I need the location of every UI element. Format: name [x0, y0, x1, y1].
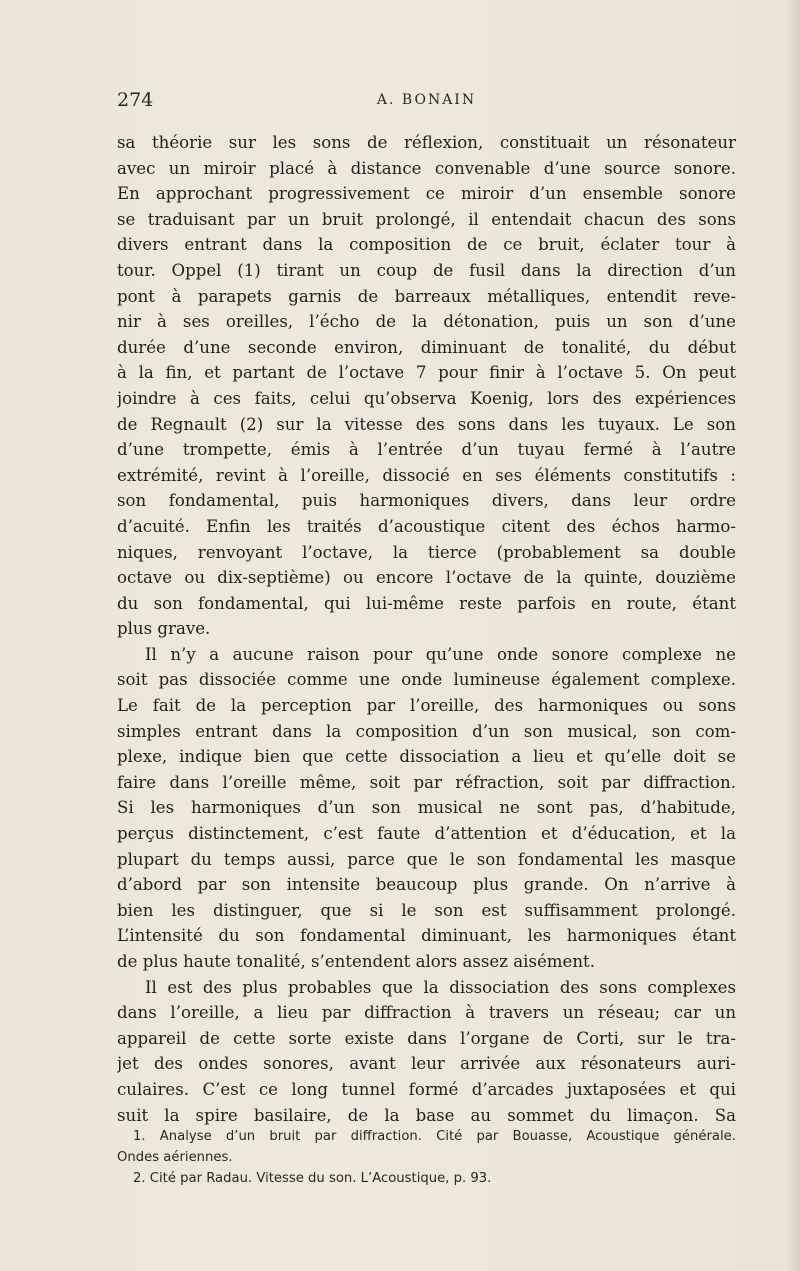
- footnote-1-line-2: Ondes aériennes.: [117, 1150, 233, 1165]
- text-line: plexe, indique bien que cette dissociation a lieu et qu’elle doit se: [117, 747, 736, 767]
- footnotes: [117, 1126, 736, 1189]
- text-line: pont à parapets garnis de barreaux métalliques, entendit reve-: [117, 286, 736, 306]
- text-line: perçus distinctement, c’est faute d’attention et d’éducation, et la: [117, 824, 736, 844]
- text-line: divers entrant dans la composition de ce bruit, éclater tour à: [117, 235, 736, 255]
- text-line: joindre à ces faits, celui qu’observa Koenig, lors des expériences: [117, 388, 736, 408]
- footnote-2-line-1: 2. Cité par Radau. Vitesse du son. L’Acoustique, p. 93.: [133, 1171, 492, 1186]
- text-line: plupart du temps aussi, parce que le son fondamental les masque: [117, 849, 736, 869]
- text-line: simples entrant dans la composition d’un son musical, son com-: [117, 721, 736, 741]
- running-head: A. BONAIN: [376, 92, 477, 108]
- text-line: à la fin, et partant de l’octave 7 pour finir à l’octave 5. On peut: [117, 363, 736, 383]
- text-line: Il est des plus probables que la dissociation des sons complexes: [145, 977, 736, 997]
- text-line: suit la spire basilaire, de la base au sommet du limaçon. Sa: [117, 1105, 736, 1125]
- text-line: culaires. C’est ce long tunnel formé d’arcades juxtaposées et qui: [117, 1079, 736, 1099]
- text-line: Si les harmoniques d’un son musical ne sont pas, d’habitude,: [117, 798, 736, 818]
- text-line: d’une trompette, émis à l’entrée d’un tuyau fermé à l’autre: [117, 440, 736, 460]
- text-line: d’abord par son intensite beaucoup plus grande. On n’arrive à: [117, 875, 736, 895]
- text-line: se traduisant par un bruit prolongé, il entendait chacun des sons: [117, 209, 736, 229]
- text-line: Il n’y a aucune raison pour qu’une onde sonore complexe ne: [145, 644, 736, 664]
- text-line: Le fait de la perception par l’oreille, des harmoniques ou sons: [117, 696, 736, 716]
- text-line: faire dans l’oreille même, soit par réfraction, soit par diffraction.: [117, 772, 736, 792]
- text-line: tour. Oppel (1) tirant un coup de fusil dans la direction d’un: [117, 260, 736, 280]
- text-line: de Regnault (2) sur la vitesse des sons dans les tuyaux. Le son: [117, 414, 736, 434]
- text-line: appareil de cette sorte existe dans l’organe de Corti, sur le tra-: [117, 1028, 736, 1048]
- text-line: extrémité, revint à l’oreille, dissocié en ses éléments constitutifs :: [117, 465, 736, 485]
- text-line: En approchant progressivement ce miroir d’un ensemble sonore: [117, 184, 736, 204]
- text-line: octave ou dix-septième) ou encore l’octave de la quinte, douzième: [117, 568, 736, 588]
- text-line: bien les distinguer, que si le son est suffisamment prolongé.: [117, 900, 736, 920]
- footnote-1-line-1: 1. Analyse d’un bruit par diffraction. Cité par Bouasse, Acoustique générale.: [133, 1129, 736, 1144]
- text-line: niques, renvoyant l’octave, la tierce (probablement sa double: [117, 542, 736, 562]
- text-line: soit pas dissociée comme une onde lumineuse également complexe.: [117, 670, 736, 690]
- text-line: du son fondamental, qui lui-même reste parfois en route, étant: [117, 593, 736, 613]
- text-line: jet des ondes sonores, avant leur arrivée aux résonateurs auri-: [117, 1054, 736, 1074]
- text-line: son fondamental, puis harmoniques divers, dans leur ordre: [117, 491, 736, 511]
- page-number: 274: [117, 89, 154, 111]
- text-line: L’intensité du son fondamental diminuant, les harmoniques étant: [117, 926, 736, 946]
- text-line: avec un miroir placé à distance convenable d’une source sonore.: [117, 158, 736, 178]
- text-line: durée d’une seconde environ, diminuant de tonalité, du début: [117, 337, 736, 357]
- text-line: nir à ses oreilles, l’écho de la détonation, puis un son d’une: [117, 312, 736, 332]
- page-edge-shadow: [786, 0, 800, 1271]
- page-header: [117, 89, 736, 117]
- text-line: de plus haute tonalité, s’entendent alors assez aisément.: [117, 952, 595, 971]
- text-line: sa théorie sur les sons de réflexion, constituait un résonateur: [117, 133, 736, 152]
- text-line: d’acuité. Enfin les traités d’acoustique citent des échos harmo-: [117, 516, 736, 536]
- text-line: plus grave.: [117, 619, 211, 639]
- text-line: dans l’oreille, a lieu par diffraction à travers un réseau; car un: [117, 1003, 736, 1023]
- body-text: [117, 130, 736, 1128]
